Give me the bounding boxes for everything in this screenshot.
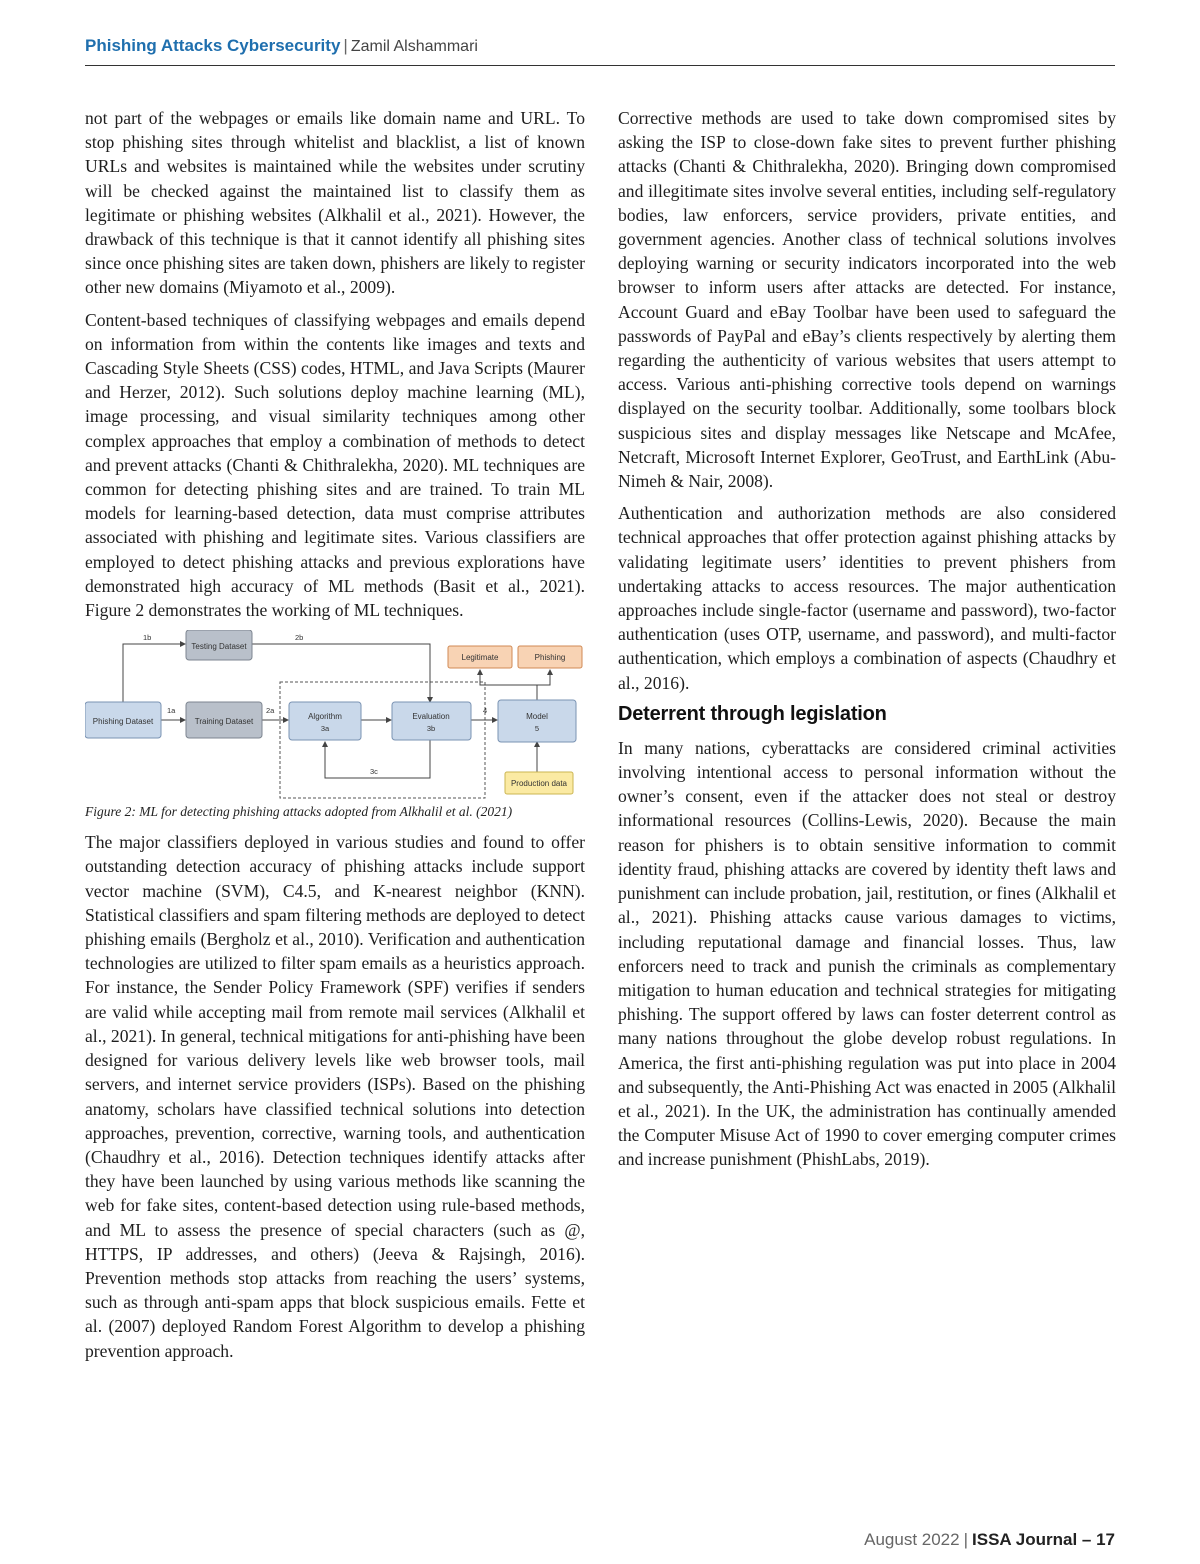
figure-2-ml-diagram	[85, 630, 585, 802]
node-legitimate	[448, 646, 512, 668]
node-phishing	[518, 646, 582, 668]
node-training-dataset	[186, 702, 262, 738]
node-model-id: 5	[534, 724, 540, 734]
figure-caption: Figure 2: ML for detecting phishing attacks adopted from Alkhalil et al. (2021)	[85, 804, 513, 820]
node-testing-dataset-label: Testing Dataset	[191, 642, 247, 652]
edge-label-2a: 2a	[266, 706, 275, 716]
section-heading-legislation: Deterrent through legislation	[618, 702, 887, 725]
left-column	[85, 106, 585, 1371]
edge-label-4: 4	[483, 706, 488, 716]
node-evaluation-label: Evaluation	[412, 712, 450, 722]
edge-2b	[251, 644, 430, 702]
edge-label-3c: 3c	[370, 767, 378, 777]
paragraph-major-classifiers: The major classifiers deployed in various studies and found to offer outstanding detection accuracy of phishing attacks include support vector machine (SVM), C4.5, and K-nearest neighbor (KNN). Statistical classifiers and spam filtering methods are deployed to detect phishing emails (Bergholz et al., 2010). Verification and authentication technologies are utilized to filter spam emails as a heuristics approach. For instance, the Sender Policy Framework (SPF) verifies if senders are valid while accepting mail from remote mail services (Alkhalil et al., 2021). In general, technical mitigations for anti-phishing have been designed for various delivery levels like web browser tools, mail servers, and internet service providers (ISPs). Based on the phishing anatomy, scholars have classified technical solutions into detection approaches, prevention, corrective, warning tools, and authentication (Chaudhry et al., 2016). Detection techniques identify attacks after they have been launched by using various methods like scanning the web for fake sites, content-based detection using rule-based methods, and ML to assess the presence of special characters (such as @, HTTPS, IP addresses, and others) (Jeeva & Rajsingh, 2016). Prevention methods stop attacks from reaching the users’ systems, such as through anti-spam apps that block suspicious emails. Fette et al. (2007) deployed Random Forest Algorithm to develop a phishing prevention approach.	[85, 832, 585, 1361]
header-title: Phishing Attacks Cybersecurity	[85, 36, 341, 55]
edge-label-1b: 1b	[143, 633, 152, 643]
paragraph-corrective-methods: Corrective methods are used to take down compromised sites by asking the ISP to close-down fake sites to prevent further phishing attacks (Chanti & Chithralekha, 2020). Bringing down compromised and illegitimate sites involve several entities, including self-regulatory bodies, law enforcers, service providers, private entities, and government agencies. Another class of technical solutions involves deploying warning or security indicators incorporated into the web browser to inform users after attacks are detected. For instance, Account Guard and eBay Toolbar have been used to safeguard the passwords of PayPal and eBay’s clients respectively by alerting them regarding the authenticity of various websites that users attempt to access. Various anti-phishing corrective tools depend on warnings displayed on the security toolbar. Additionally, some toolbars block suspicious sites and display messages like Netscape and McAfee, Netcraft, Microsoft Internet Explorer, GeoTrust, and EarthLink (Abu-Nimeh & Nair, 2008).	[618, 108, 1116, 492]
node-evaluation	[392, 702, 471, 740]
node-testing-dataset	[186, 630, 252, 660]
node-algorithm-id: 3a	[320, 724, 330, 734]
node-model	[498, 700, 576, 742]
edge-model-phishing	[537, 670, 550, 685]
node-phishing-dataset	[85, 702, 161, 738]
paragraph-whitelist-blacklist: not part of the webpages or emails like domain name and URL. To stop phishing sites through whitelist and blacklist, a list of known URLs and websites is maintained while the websites under scrutiny will be checked against the maintained list to classify them as legitimate or phishing websites (Alkhalil et al., 2021). However, the drawback of this technique is that it cannot identify all phishing sites since once phishing sites are taken down, phishers are likely to register other new domains (Miyamoto et al., 2009).	[85, 108, 585, 298]
edge-1b	[123, 644, 185, 705]
edge-label-2b: 2b	[295, 633, 304, 643]
node-model-label: Model	[526, 712, 548, 722]
running-header	[85, 36, 1115, 66]
ml-flow-diagram	[85, 630, 585, 802]
header-separator: |	[343, 36, 348, 55]
node-algorithm-label: Algorithm	[308, 712, 342, 722]
node-production-data-label: Production data	[510, 779, 568, 789]
footer-separator: |	[963, 1530, 969, 1549]
header-author: Zamil Alshammari	[350, 38, 478, 55]
paragraph-legislation: In many nations, cyberattacks are considered criminal activities involving intentional access to personal information without the owner’s consent, even if the attacker does not steal or destroy informational resources (Collins-Lewis, 2020). Because the main reason for phishers is to obtain sensitive information to commit identity fraud, phishing attacks are covered by identity theft laws and punishment can include probation, jail, restitution, or fines (Alkhalil et al., 2021). Phishing attacks cause various damages to victims, including reputational damage and financial losses. Thus, law enforcers need to track and punish the criminals as complementary mitigation to human education and technical strategies for mitigating phishing. The support offered by laws can foster deterrent control as many nations throughout the globe develop robust regulations. In America, the first anti-phishing regulation was put into place in 2004 and subsequently, the Anti-Phishing Act was enacted in 2005 (Alkhalil et al., 2021). In the UK, the administration has continually amended the Computer Misuse Act of 1990 to cover emerging computer crimes and increase punishment (PhishLabs, 2019).	[618, 737, 1116, 1170]
node-phishing-label: Phishing	[534, 653, 566, 663]
node-phishing-dataset-label: Phishing Dataset	[92, 717, 154, 727]
node-training-dataset-label: Training Dataset	[194, 717, 254, 727]
node-legitimate-label: Legitimate	[461, 653, 499, 663]
page-footer	[864, 1530, 1115, 1550]
footer-date: August 2022	[864, 1530, 960, 1549]
edge-model-legitimate	[480, 670, 537, 700]
node-algorithm	[289, 702, 361, 740]
node-evaluation-id: 3b	[426, 724, 436, 734]
node-production-data	[505, 772, 573, 794]
edge-label-1a: 1a	[167, 706, 176, 716]
paragraph-authentication: Authentication and authorization methods are also considered technical approaches that offer protection against phishing attacks by validating legitimate users’ identities to prevent phishers from undertaking attacks to access resources. The major authentication approaches include single-factor (username and password), two-factor authentication (uses OTP, username, and password), and multi-factor authentication, which employs a combination of aspects (Chaudhry et al., 2016).	[618, 503, 1116, 693]
paragraph-content-based: Content-based techniques of classifying webpages and emails depend on information from within the contents like images and texts and Cascading Style Sheets (CSS) codes, HTML, and Java Scripts (Maurer and Herzer, 2012). Such solutions deploy machine learning (ML), image processing, and visual similarity techniques among other complex approaches that employ a combination of methods to detect and prevent attacks (Chanti & Chithralekha, 2020). ML techniques are common for detecting phishing sites and are trained. To train ML models for learning-based detection, data must comprise attributes associated with phishing and legitimate sites. Various classifiers are employed to detect phishing attacks and previous explorations have demonstrated high accuracy of ML methods (Basit et al., 2021). Figure 2 demonstrates the working of ML techniques.	[85, 309, 585, 621]
footer-journal-page: ISSA Journal – 17	[972, 1530, 1115, 1549]
right-column	[618, 106, 1116, 1180]
